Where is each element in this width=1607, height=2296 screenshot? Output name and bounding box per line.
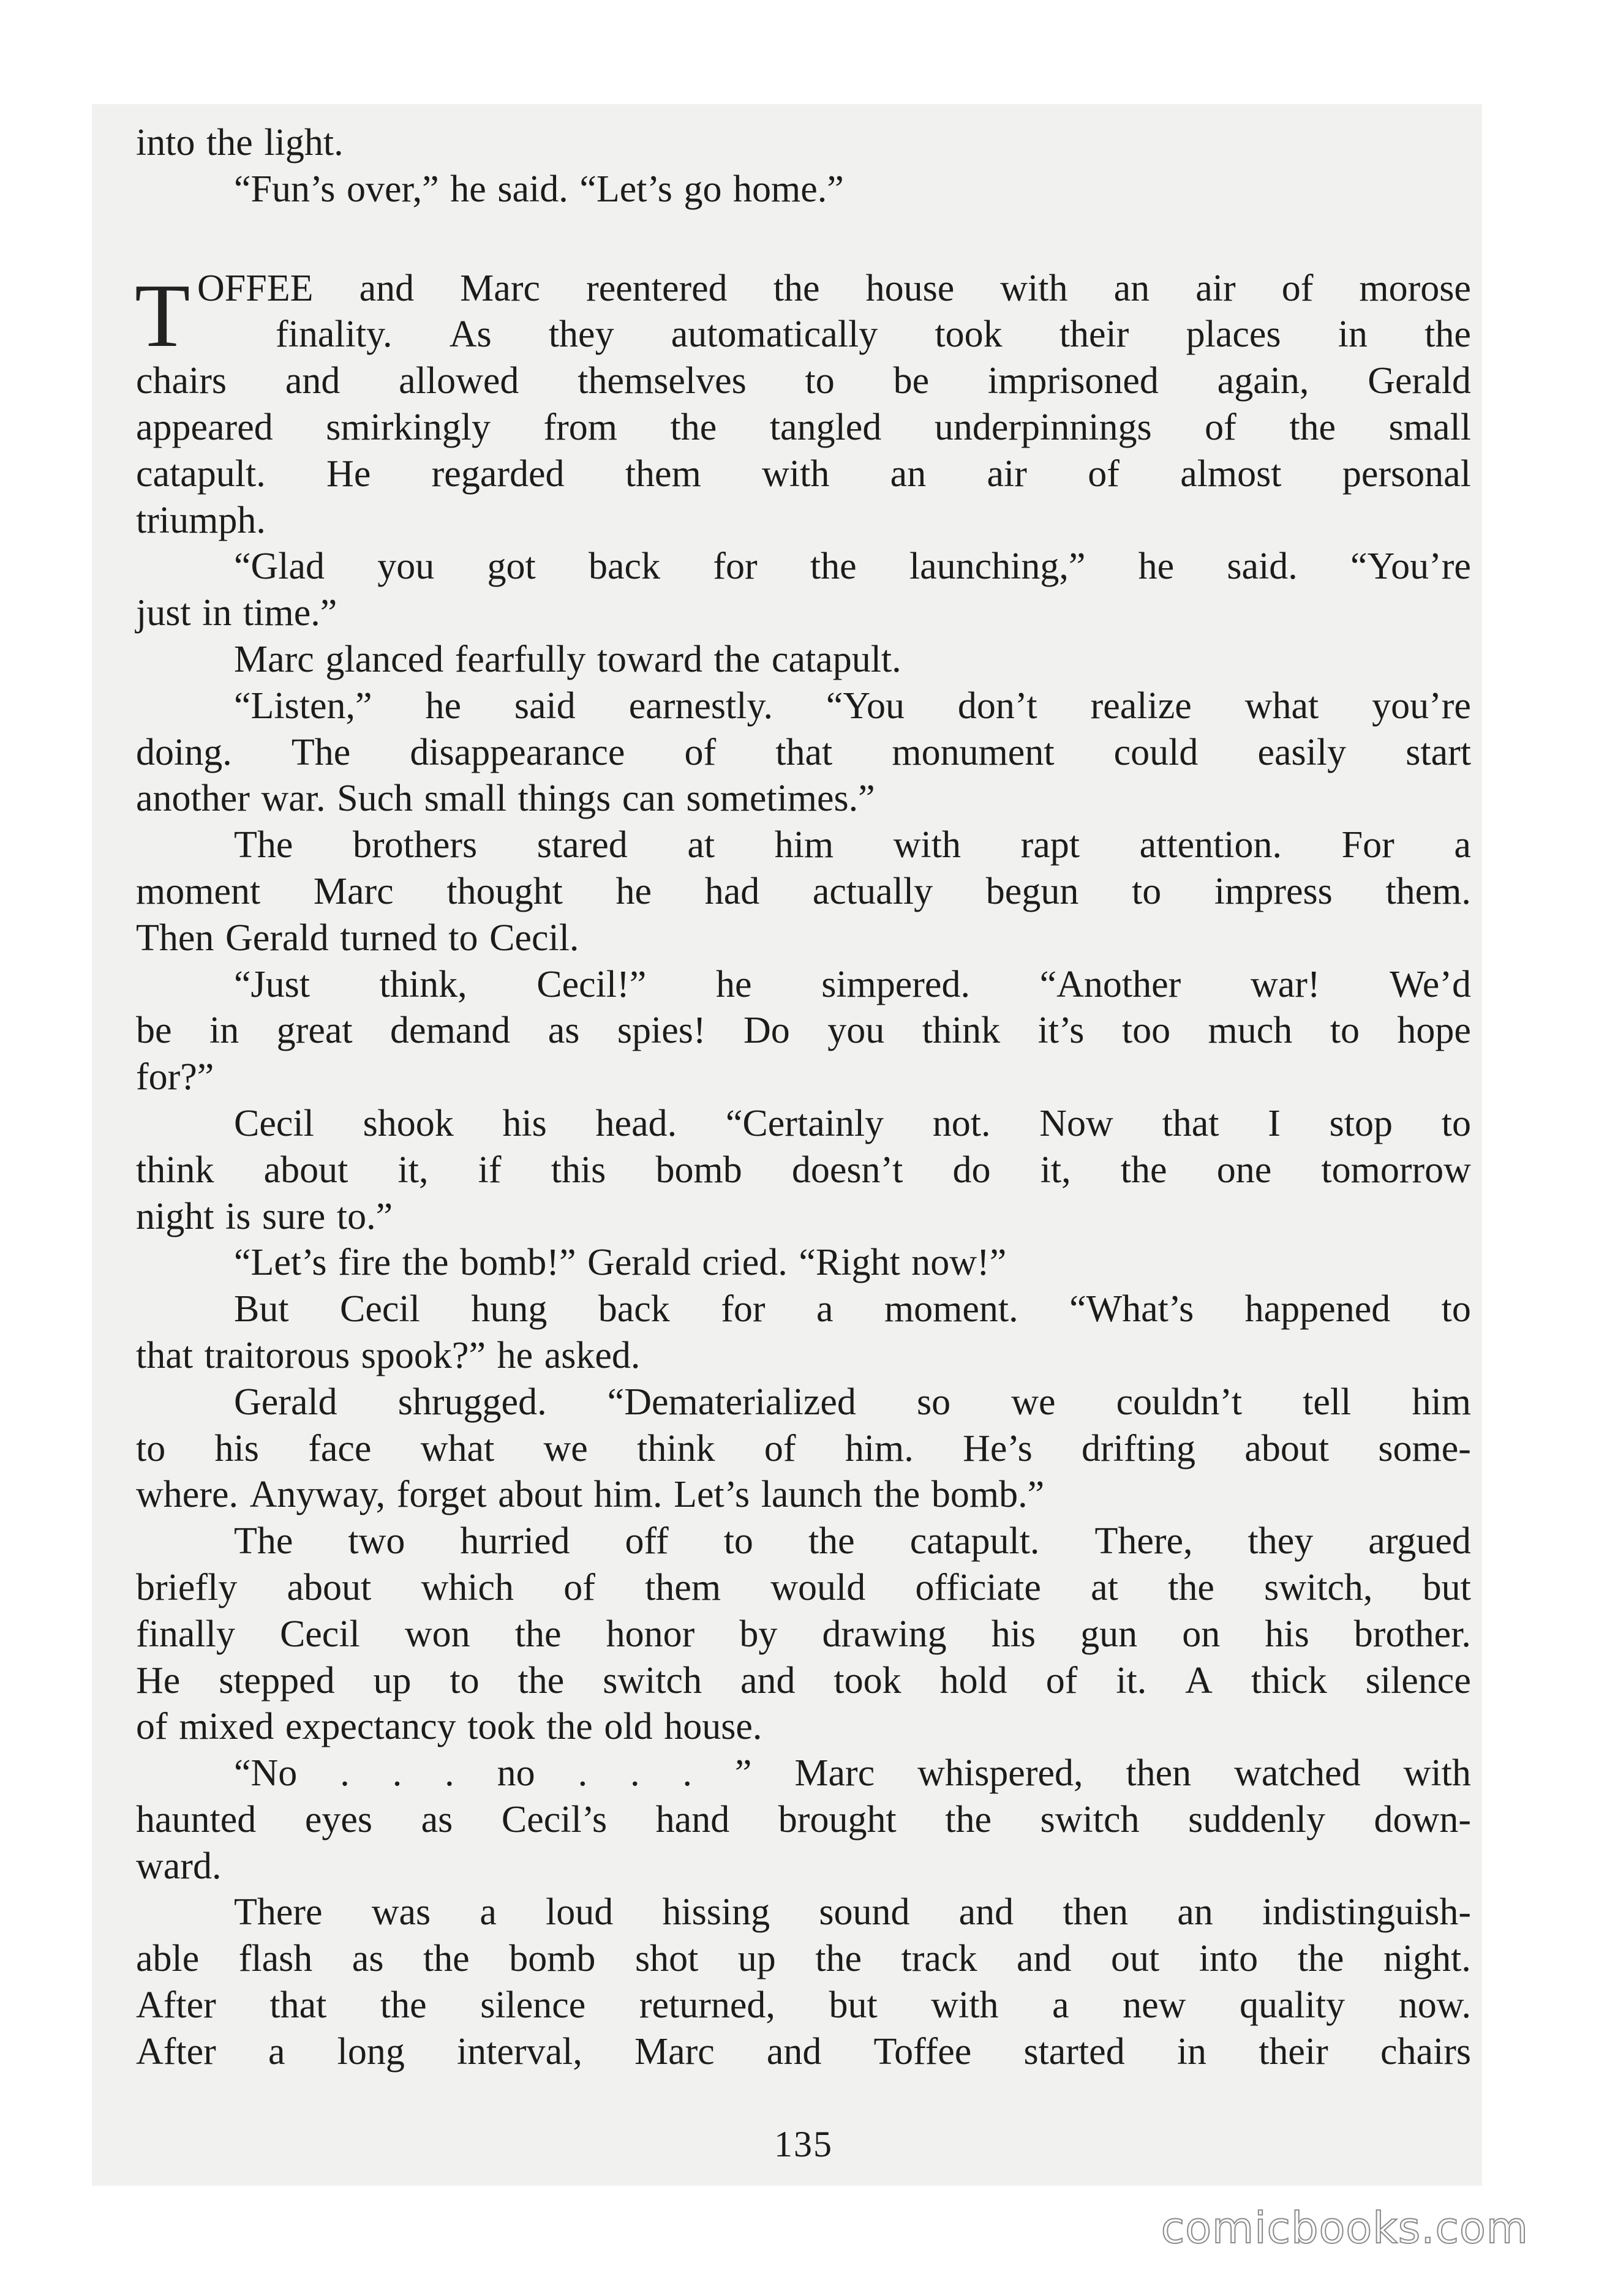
text-line: But Cecil hung back for a moment. “What’s happened to: [234, 1288, 1471, 1330]
page-number: 135: [774, 2124, 833, 2164]
text-line: ward.: [136, 1845, 222, 1887]
text-line: chairs and allowed themselves to be imprisoned again, Gerald: [136, 360, 1471, 402]
paragraph: [136, 1750, 1471, 1889]
text-line: think about it, if this bomb doesn’t do it, the one tomorrow: [136, 1149, 1471, 1191]
text-line: appeared smirkingly from the tangled underpinnings of the small: [136, 406, 1471, 448]
text-line: Marc glanced fearfully toward the catapult.: [234, 638, 901, 680]
text-line: to his face what we think of him. He’s drifting about some-: [136, 1427, 1471, 1469]
text-line: “Listen,” he said earnestly. “You don’t realize what you’re: [234, 685, 1471, 727]
text-line: The two hurried off to the catapult. There, they argued: [234, 1520, 1471, 1563]
text-line: After that the silence returned, but with a new quality now.: [136, 1984, 1471, 2027]
text-line: finally Cecil won the honor by drawing his gun on his brother.: [136, 1613, 1471, 1655]
paragraph: [136, 167, 1471, 213]
paragraph: [136, 120, 1471, 167]
drop-cap: T: [135, 265, 190, 366]
paragraph: [136, 1101, 1471, 1240]
paragraph: [136, 1518, 1471, 1750]
paragraph: [136, 1379, 1471, 1518]
watermark-logo: comicbooks.com: [1161, 2203, 1529, 2253]
text-line: that traitorous spook?” he asked.: [136, 1334, 641, 1376]
paragraph: [136, 962, 1471, 1101]
text-line: another war. Such small things can sometimes.”: [136, 778, 875, 820]
text-line: The brothers stared at him with rapt attention. For a: [234, 824, 1471, 866]
text-line: haunted eyes as Cecil’s hand brought the switch suddenly down-: [136, 1798, 1471, 1840]
paragraph: [136, 822, 1471, 961]
paragraph: [136, 544, 1471, 637]
text-line: finality. As they automatically took their places in the: [276, 313, 1471, 356]
text-line: doing. The disappearance of that monument could easily start: [136, 731, 1471, 773]
text-line: just in time.”: [136, 592, 337, 634]
text-line: for?”: [136, 1056, 214, 1098]
paragraph: [136, 637, 1471, 683]
text-line: where. Anyway, forget about him. Let’s launch the bomb.”: [136, 1474, 1045, 1516]
body-text: [136, 120, 1471, 2076]
text-line: Then Gerald turned to Cecil.: [136, 917, 579, 959]
text-line: able flash as the bomb shot up the track and out into the night.: [136, 1938, 1471, 1980]
paragraph: [136, 683, 1471, 822]
text-line: night is sure to.”: [136, 1195, 393, 1237]
text-line: “Fun’s over,” he said. “Let’s go home.”: [234, 168, 844, 210]
paragraph: [136, 1240, 1471, 1286]
text-line: triumph.: [136, 499, 266, 541]
text-line: “Let’s fire the bomb!” Gerald cried. “Right now!”: [234, 1242, 1007, 1284]
text-line: of mixed expectancy took the old house.: [136, 1706, 762, 1748]
text-line: After a long interval, Marc and Toffee started in their chairs: [136, 2030, 1471, 2073]
text-line: be in great demand as spies! Do you think it’s too much to hope: [136, 1010, 1471, 1052]
text-line: There was a loud hissing sound and then an indistinguish-: [234, 1891, 1471, 1934]
text-line: into the light.: [136, 122, 344, 163]
paragraph: [136, 1889, 1471, 2075]
text-line: “No . . . no . . . ” Marc whispered, then watched with: [234, 1752, 1471, 1795]
paragraph: [136, 266, 1471, 544]
text-line: Cecil shook his head. “Certainly not. Now that I stop to: [234, 1102, 1471, 1144]
text-line: briefly about which of them would officiate at the switch, but: [136, 1566, 1471, 1608]
text-line: “Just think, Cecil!” he simpered. “Another war! We’d: [234, 963, 1471, 1005]
text-line: OFFEE and Marc reentered the house with an air of morose: [197, 267, 1471, 309]
text-line: moment Marc thought he had actually begun to impress them.: [136, 870, 1471, 912]
section-break: [136, 213, 1471, 266]
text-line: He stepped up to the switch and took hold of it. A thick silence: [136, 1659, 1471, 1701]
paragraph: [136, 1286, 1471, 1379]
text-line: catapult. He regarded them with an air of almost personal: [136, 452, 1471, 495]
text-line: Gerald shrugged. “Dematerialized so we couldn’t tell him: [234, 1381, 1471, 1423]
text-line: “Glad you got back for the launching,” he said. “You’re: [234, 546, 1471, 588]
